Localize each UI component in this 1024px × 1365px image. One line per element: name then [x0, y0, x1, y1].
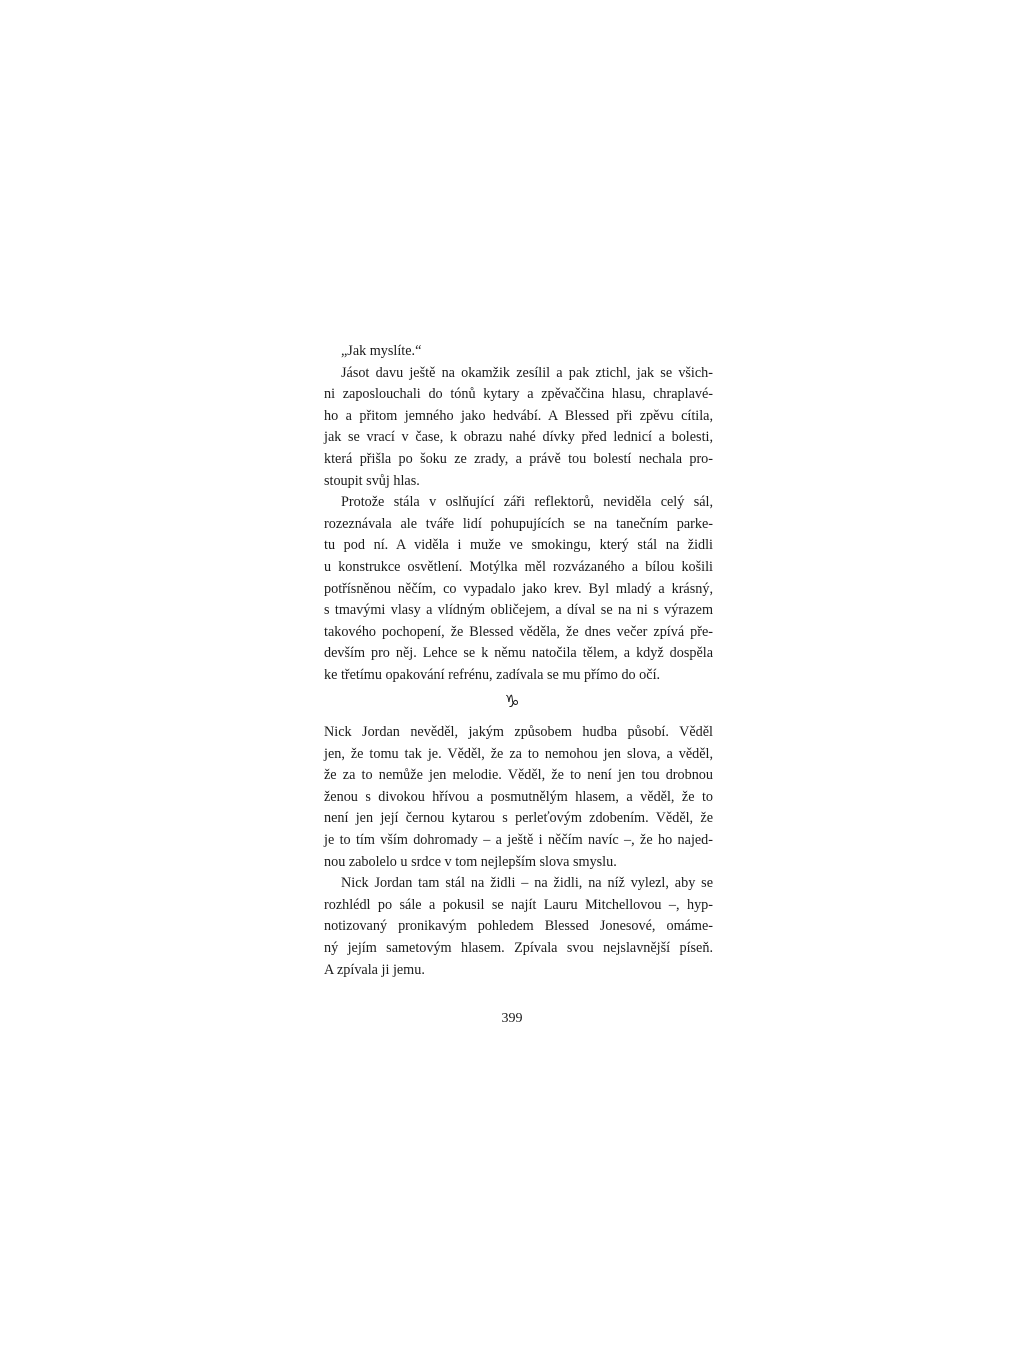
text-line: Nick Jordan tam stál na židli – na židli, na níž vylezl, aby se	[341, 875, 713, 892]
text-line: ke třetímu opakování refrénu, zadívala se mu přímo do očí.	[324, 666, 661, 683]
text-line: jak se vrací v čase, k obrazu nahé dívky před lednicí a bolesti,	[324, 429, 713, 446]
text-section-2	[324, 722, 713, 981]
text-line: že za to nemůže jen melodie. Věděl, že to není jen tou drobnou	[324, 767, 713, 784]
text-line: „Jak myslíte.“	[341, 343, 422, 359]
text-line: stoupit svůj hlas.	[324, 472, 420, 489]
capricorn-ornament-icon: ♑	[504, 692, 520, 712]
text-line: u konstrukce osvětlení. Motýlka měl rozvázaného a bílou košili	[324, 558, 713, 575]
text-line: s tmavými vlasy a vlídným obličejem, a díval se na ni s výrazem	[324, 602, 713, 619]
text-line: rozeznávala ale tváře lidí pohupujících se na tanečním parke-	[324, 515, 713, 532]
text-line: takového pochopení, že Blessed věděla, že dnes večer zpívá pře-	[324, 623, 713, 640]
text-line: Nick Jordan nevěděl, jakým způsobem hudba působí. Věděl	[324, 724, 713, 740]
text-line: A zpívala ji jemu.	[324, 961, 425, 978]
text-line: která přišla po šoku ze zrady, a právě tou bolestí nechala pro-	[324, 450, 713, 467]
text-line: rozhlédl po sále a pokusil se najít Lauru Mitchellovou –, hyp-	[324, 896, 713, 913]
text-line: je to tím vším dohromady – a ještě i něčím navíc –, že ho najed-	[324, 831, 713, 848]
text-line: jen, že tomu tak je. Věděl, že za to nemohou jen slova, a věděl,	[324, 745, 713, 762]
text-line: Protože stála v oslňující záři reflektorů, neviděla celý sál,	[341, 494, 713, 511]
text-line: ni zaposlouchali do tónů kytary a zpěvaččina hlasu, chraplavé-	[324, 386, 713, 403]
text-line: notizovaný pronikavým pohledem Blessed Jonesové, omáme-	[324, 918, 713, 935]
text-line: nou zabolelo u srdce v tom nejlepším slova smyslu.	[324, 853, 617, 870]
text-line: ženou s divokou hřívou a posmutnělým hlasem, a věděl, že to	[324, 788, 713, 805]
page-number: 399	[501, 1011, 523, 1026]
text-section-1	[324, 341, 713, 687]
text-line: ný jejím sametovým hlasem. Zpívala svou nejslavnější píseň.	[324, 939, 713, 956]
text-line: devším pro něj. Lehce se k němu natočila tělem, a když dospěla	[324, 645, 713, 662]
text-line: ho a přitom jemného jako hedvábí. A Blessed při zpěvu cítila,	[324, 407, 713, 424]
text-line: potřísněnou něčím, co vypadalo jako krev. Byl mladý a krásný,	[324, 580, 713, 597]
text-line: tu pod ní. A viděla i muže ve smokingu, který stál na židli	[324, 537, 713, 554]
text-line: není jen její černou kytarou s perleťovým zdobením. Věděl, že	[324, 810, 713, 827]
text-line: Jásot davu ještě na okamžik zesílil a pak ztichl, jak se všich-	[341, 364, 713, 381]
